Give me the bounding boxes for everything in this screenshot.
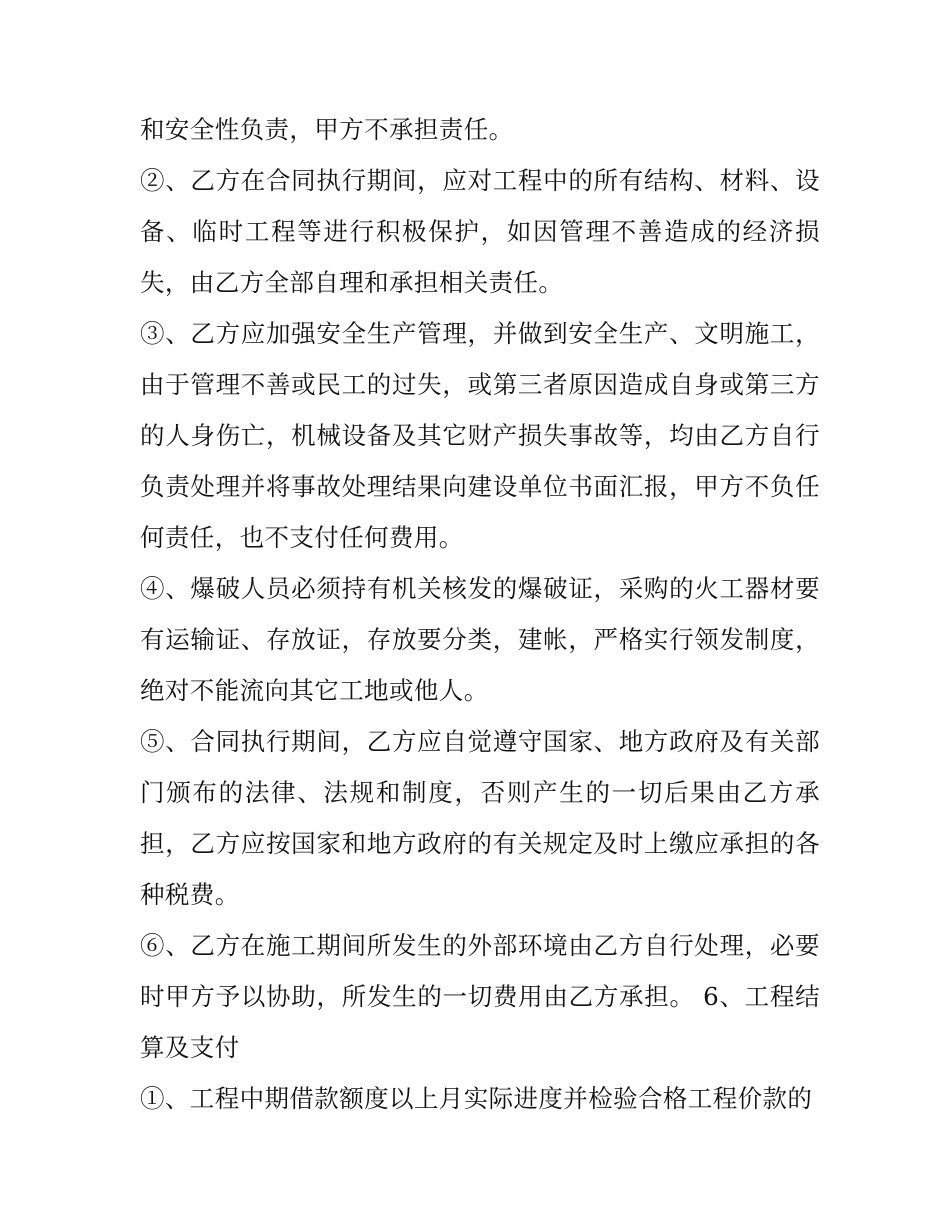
paragraph-1: 和安全性负责，甲方不承担责任。	[140, 115, 514, 144]
paragraph-4: ④、爆破人员必须持有机关核发的爆破证，采购的火工器材要有运输证、存放证，存放要分类，建帐，严格实行领发制度，绝对不能流向其它工地或他人。	[140, 574, 820, 705]
document-body	[140, 104, 820, 1124]
paragraph-7: ①、工程中期借款额度以上月实际进度并检验合格工程价款的	[140, 1084, 813, 1113]
paragraph-3: ③、乙方应加强安全生产管理，并做到安全生产、文明施工，由于管理不善或民工的过失，或第三者原因造成自身或第三方的人身伤亡，机械设备及其它财产损失事故等，均由乙方自行负责处理并将事故处理结果向建设单位书面汇报，甲方不负任何责任，也不支付任何费用。	[140, 319, 820, 552]
paragraph-5: ⑤、合同执行期间，乙方应自觉遵守国家、地方政府及有关部门颁布的法律、法规和制度，否则产生的一切后果由乙方承担，乙方应按国家和地方政府的有关规定及时上缴应承担的各种税费。	[140, 727, 820, 909]
paragraph-6: ⑥、乙方在施工期间所发生的外部环境由乙方自行处理，必要时甲方予以协助，所发生的一切费用由乙方承担。 6、工程结算及支付	[140, 931, 820, 1062]
paragraph-2: ②、乙方在合同执行期间，应对工程中的所有结构、材料、设备、临时工程等进行积极保护，如因管理不善造成的经济损失，由乙方全部自理和承担相关责任。	[140, 166, 820, 297]
